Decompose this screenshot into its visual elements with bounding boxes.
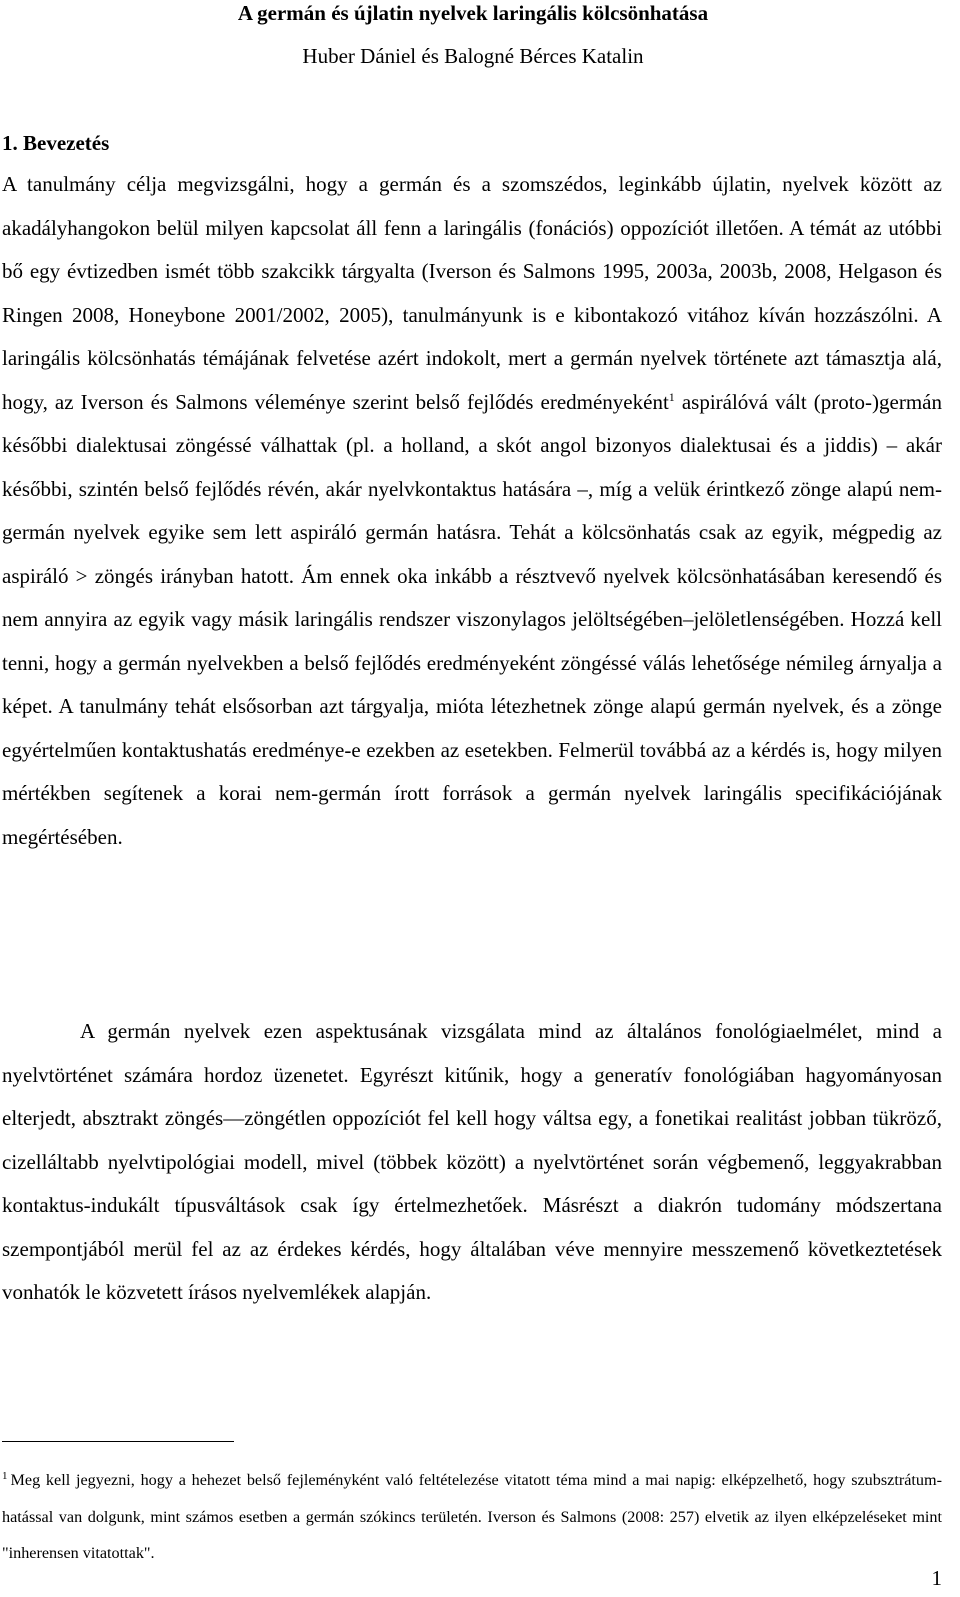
author-line: Huber Dániel és Balogné Bérces Katalin (302, 44, 644, 68)
footnote-separator (2, 1441, 234, 1442)
footnote-number: 1 (2, 1470, 8, 1482)
paragraph-intro-text-1: A tanulmány célja megvizsgálni, hogy a germán és a szomszédos, leginkább újlatin, nyelvek között az akadályhangokon belül milyen kapcsolat áll fenn a laringális (fonációs) oppozíciót illetően. A témát az utóbbi bő egy évtizedben ismét több szakcikk tárgyalta (Iverson és Salmons 1995, 2003a, 2003b, 2008, Helgason és Ringen 2008, Honeybone 2001/2002, 2005), tanulmányunk is e kibontakozó vitához kíván hozzászólni. A laringális kölcsönhatás témájának felvetése azért indokolt, mert a germán nyelvek története azt támasztja alá, hogy, az Iverson és Salmons véleménye szerint belső fejlődés eredményeként (2, 172, 942, 414)
footnote (2, 1462, 942, 1572)
footnote-text: Meg kell jegyezni, hogy a hehezet belső fejleményként való feltételezése vitatott téma mind a mai napig: elképzelhető, hogy szubsztrátum-hatással van dolgunk, mint számos esetben a germán szókincs területén. Iverson és Salmons (2008: 257) elvetik az ilyen elképzeléseket mint "inherensen vitatottak". (2, 1471, 942, 1562)
footnote-reference[interactable]: 1 (668, 389, 675, 404)
paragraph-significance: A germán nyelvek ezen aspektusának vizsgálata mind az általános fonológiaelmélet, mind a nyelvtörténet számára hordoz üzenetet. Egyrészt kitűnik, hogy a generatív fonológiában hagyományosan elterjedt, absztrakt zöngés—zöngétlen oppozíciót fel kell hogy váltsa egy, a fonetikai realitást jobban tükröző, cizelláltabb nyelvtipológiai modell, mivel (többek között) a nyelvtörténet során végbemenő, leggyakrabban kontaktus-indukált típusváltások csak így értelmezhetőek. Másrészt a diakrón tudomány módszertana szempontjából merül fel az az érdekes kérdés, hogy általában véve mennyire messzemenő következtetések vonhatók le közvetett írásos nyelvemlékek alapján. (2, 1019, 942, 1304)
section-heading: 1. Bevezetés (2, 131, 110, 155)
paper-title: A germán és újlatin nyelvek laringális kölcsönhatása (237, 1, 709, 25)
paragraph-intro (2, 163, 942, 859)
page-number: 1 (931, 1566, 942, 1590)
paragraph-intro-text-2: aspirálóvá vált (proto-)germán későbbi dialektusai zöngéssé válhattak (pl. a holland, a skót angol bizonyos dialektusai és a jiddis) – akár későbbi, szintén belső fejlődés révén, akár nyelvkontaktus hatására –, míg a velük érintkező zönge alapú nem-germán nyelvek egyike sem lett aspiráló germán hatásra. Tehát a kölcsönhatás csak az egyik, mégpedig az aspiráló > zöngés irányban hatott. Ám ennek oka inkább a résztvevő nyelvek kölcsönhatásában keresendő és nem annyira az egyik vagy másik laringális rendszer viszonylagos jelöltségében–jelöletlenségében. Hozzá kell tenni, hogy a germán nyelvekben a belső fejlődés eredményeként zöngéssé válás lehetősége némileg árnyalja a képet. A tanulmány tehát elsősorban azt tárgyalja, mióta létezhetnek zönge alapú germán nyelvek, és a zönge egyértelműen kontaktushatás eredménye-e ezekben az esetekben. Felmerül továbbá az a kérdés is, hogy milyen mértékben segítenek a korai nem-germán írott források a germán nyelvek laringális specifikációjának megértésében. (2, 389, 942, 849)
